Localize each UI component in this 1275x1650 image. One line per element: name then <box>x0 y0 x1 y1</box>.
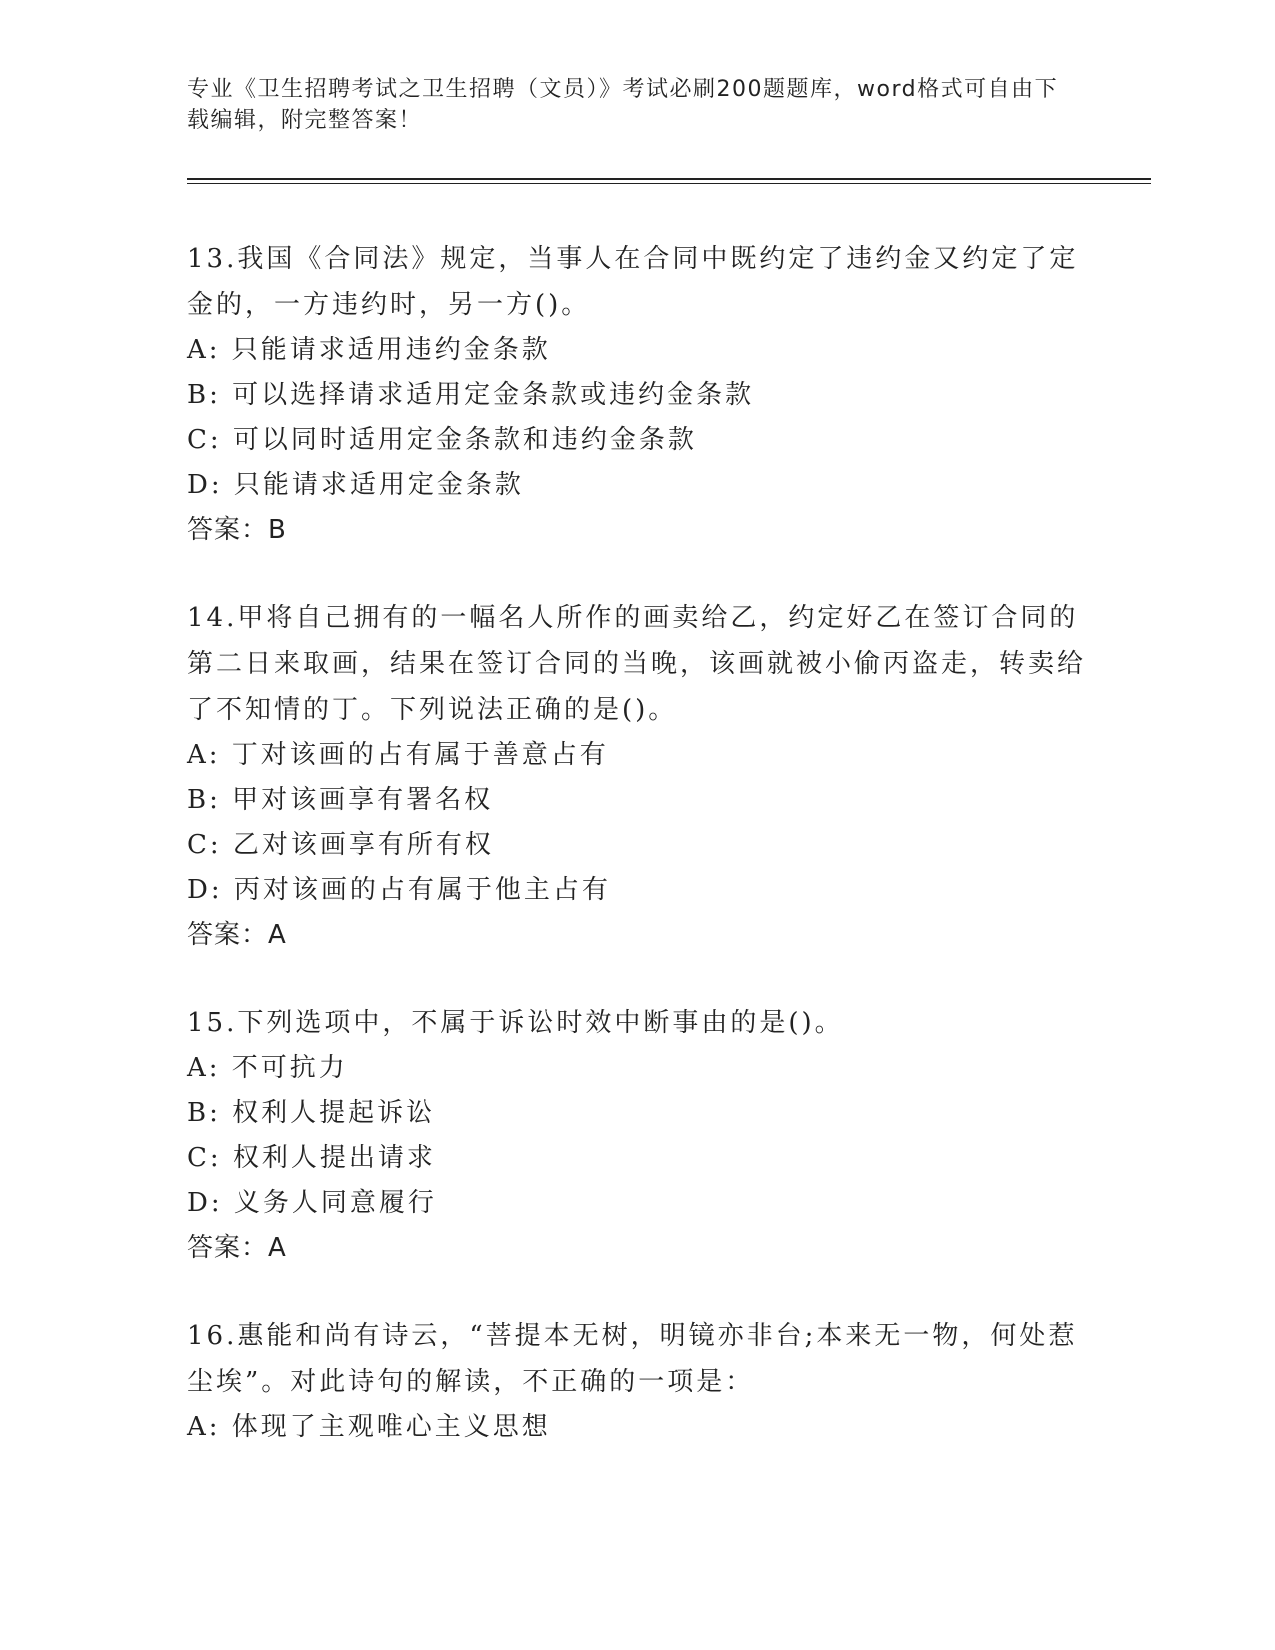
option-d: D: 丙对该画的占有属于他主占有 <box>187 875 611 905</box>
option-c: C: 可以同时适用定金条款和违约金条款 <box>187 425 697 455</box>
option-b: B: 可以选择请求适用定金条款或违约金条款 <box>187 380 755 410</box>
document-header: 专业《卫生招聘考试之卫生招聘（文员）》考试必刷200题题库，word格式可自由下载编辑，附完整答案！ <box>187 77 1059 133</box>
answer-label: 答案：A <box>187 1233 287 1263</box>
option-d: D: 只能请求适用定金条款 <box>187 470 524 500</box>
answer-label: 答案：B <box>187 515 287 545</box>
option-b: B: 权利人提起诉讼 <box>187 1098 436 1128</box>
option-a: A: 只能请求适用违约金条款 <box>187 335 551 365</box>
option-a: A: 丁对该画的占有属于善意占有 <box>187 740 609 770</box>
question-text: 13.我国《合同法》规定，当事人在合同中既约定了违约金又约定了定金的，一方违约时，另一方()。 <box>187 244 1079 320</box>
question-text: 16.惠能和尚有诗云，“菩提本无树，明镜亦非台;本来无一物，何处惹尘埃”。对此诗句的解读，不正确的一项是： <box>187 1321 1078 1397</box>
question-15 <box>187 1000 1087 1271</box>
question-text: 14.甲将自己拥有的一幅名人所作的画卖给乙，约定好乙在签订合同的第二日来取画，结果在签订合同的当晚，该画就被小偷丙盗走，转卖给了不知情的丁。下列说法正确的是()。 <box>187 603 1087 725</box>
question-14 <box>187 595 1087 958</box>
header-divider-thick <box>187 178 1151 180</box>
option-a: A: 不可抗力 <box>187 1053 348 1083</box>
answer-label: 答案：A <box>187 920 287 950</box>
option-b: B: 甲对该画享有署名权 <box>187 785 494 815</box>
header-divider-thin <box>187 183 1151 184</box>
option-a: A: 体现了主观唯心主义思想 <box>187 1412 551 1442</box>
question-list <box>187 236 1087 1492</box>
question-16 <box>187 1313 1087 1450</box>
option-d: D: 义务人同意履行 <box>187 1188 437 1218</box>
option-c: C: 乙对该画享有所有权 <box>187 830 494 860</box>
question-13 <box>187 236 1087 553</box>
option-c: C: 权利人提出请求 <box>187 1143 436 1173</box>
question-text: 15.下列选项中，不属于诉讼时效中断事由的是()。 <box>187 1008 844 1038</box>
